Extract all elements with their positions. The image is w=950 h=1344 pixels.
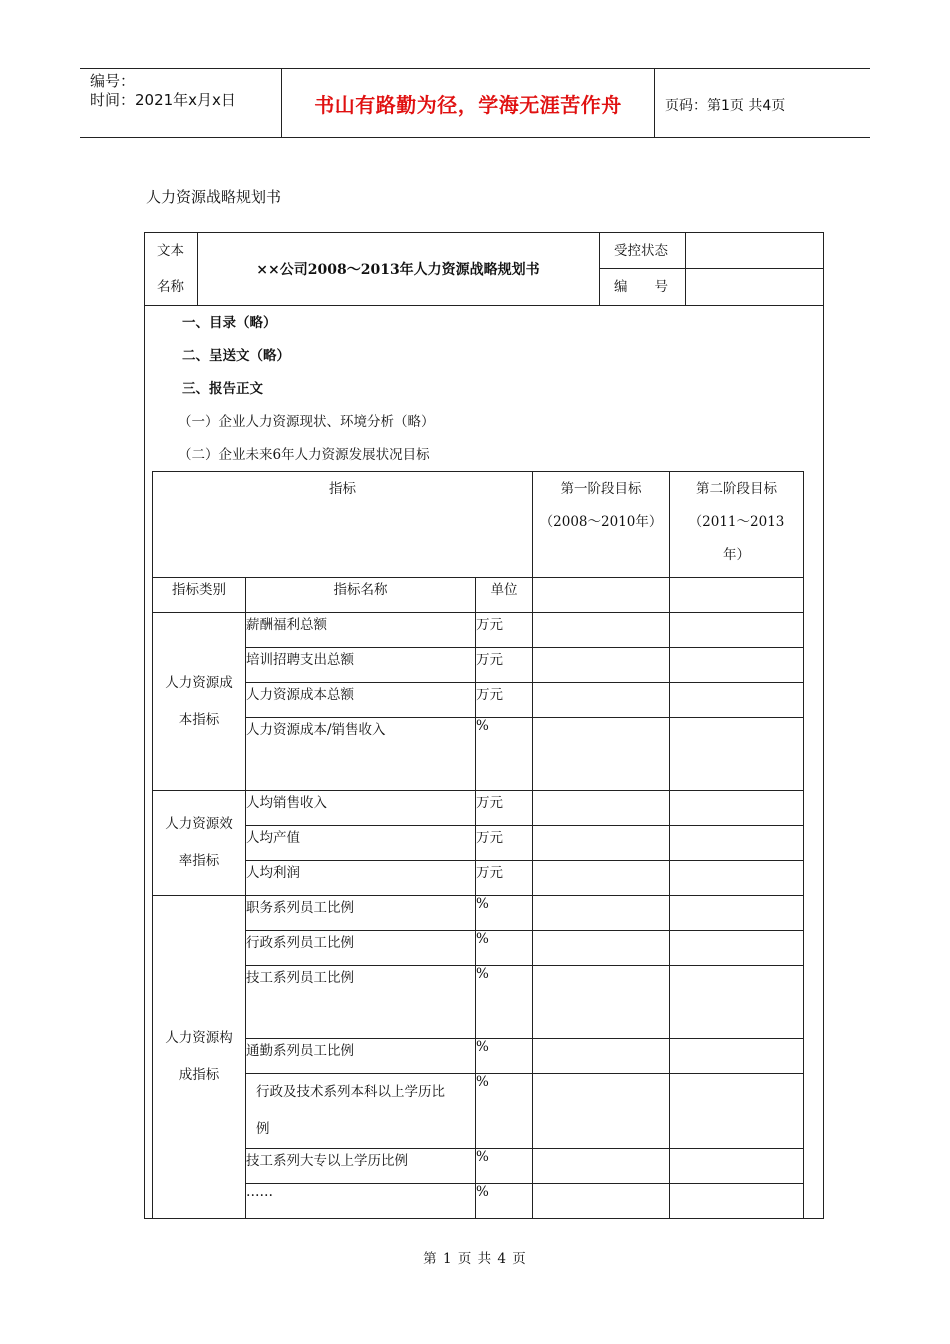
stage2-cell (670, 683, 804, 718)
indicator-name: 职务系列员工比例 (246, 896, 476, 931)
category-label: 率指标 (178, 853, 220, 869)
header-page-info: 页码：第1页 共4页 (665, 98, 786, 114)
page-footer: 第 1 页 共 4 页 (423, 1251, 527, 1267)
stage1-cell (533, 1149, 670, 1184)
table-row (153, 613, 804, 648)
indicator-table (152, 471, 804, 1219)
stage1-cell (533, 931, 670, 966)
section-heading: 三、报告正文 (182, 381, 263, 397)
category-cell (153, 613, 246, 791)
stage2-cell (670, 826, 804, 861)
doc-name-label-2: 名称 (157, 279, 184, 295)
stage1-range: （2008～2010年） (539, 514, 663, 530)
indicator-unit: % (476, 1074, 533, 1149)
stage2-title: 第二阶段目标 (696, 481, 778, 497)
header-meta (90, 72, 236, 110)
category-label: 本指标 (178, 711, 220, 728)
stage2-cell (670, 1074, 804, 1149)
table-row (153, 1184, 804, 1219)
table-row (153, 1149, 804, 1184)
indicator-unit: 万元 (476, 648, 533, 683)
stage2-cell (670, 861, 804, 896)
document-title: 人力资源战略规划书 (146, 188, 282, 206)
table-row (153, 826, 804, 861)
indicator-name: 人力资源成本总额 (246, 683, 476, 718)
stage1-title: 第一阶段目标 (560, 481, 642, 497)
stage2-cell (670, 1149, 804, 1184)
indicator-unit: 万元 (476, 683, 533, 718)
stage1-cell (533, 613, 670, 648)
indicator-name: 培训招聘支出总额 (246, 648, 476, 683)
indicator-unit: 万元 (476, 791, 533, 826)
indicator-unit: % (476, 1149, 533, 1184)
indicator-unit: % (476, 966, 533, 1039)
indicator-unit: 万元 (476, 613, 533, 648)
stage1-cell (533, 1184, 670, 1219)
stage2-cell (670, 931, 804, 966)
header-number-label: 编号： (90, 72, 136, 90)
header-time-label: 时间：2021年x月x日 (90, 91, 236, 109)
stage2-cell (670, 896, 804, 931)
table-row (153, 861, 804, 896)
indicator-name: 通勤系列员工比例 (246, 1039, 476, 1074)
indicator-name-line: 例 (256, 1121, 270, 1137)
indicator-name: 人均产值 (246, 826, 476, 861)
stage2-cell (670, 1039, 804, 1074)
category-label: 人力资源成 (165, 674, 233, 691)
indicator-name-line: 行政及技术系列本科以上学历比 (256, 1084, 445, 1100)
section-heading: 二、呈送文（略） (182, 348, 290, 364)
stage2-cell (670, 578, 804, 613)
stage1-cell (533, 648, 670, 683)
page-header (80, 68, 870, 138)
header-motto: 书山有路勤为径，学海无涯苦作舟 (314, 92, 622, 117)
stage2-cell (670, 966, 804, 1039)
stage2-header (670, 472, 804, 578)
stage2-cell (670, 791, 804, 826)
category-label: 人力资源构 (165, 1030, 233, 1046)
col-category-header: 指标类别 (153, 578, 246, 613)
indicator-header: 指标 (153, 472, 533, 578)
stage2-cell (670, 648, 804, 683)
category-cell (153, 791, 246, 896)
indicator-unit: 万元 (476, 826, 533, 861)
table-row (153, 791, 804, 826)
indicator-name: 薪酬福利总额 (246, 613, 476, 648)
stage1-cell (533, 896, 670, 931)
stage1-cell (533, 791, 670, 826)
stage1-cell (533, 966, 670, 1039)
stage2-cell (670, 613, 804, 648)
table-row (153, 931, 804, 966)
table-row (153, 896, 804, 931)
header-divider (654, 69, 655, 137)
col-name-header: 指标名称 (246, 578, 476, 613)
indicator-name: 技工系列员工比例 (246, 966, 476, 1039)
number-label: 编 号 (614, 279, 668, 295)
indicator-unit: % (476, 931, 533, 966)
stage2-range-cont: 年） (723, 547, 751, 563)
category-cell (153, 896, 246, 1219)
stage2-cell (670, 718, 804, 791)
category-label: 成指标 (178, 1067, 220, 1083)
stage1-cell (533, 1074, 670, 1149)
stage2-range: （2011～2013 (688, 514, 785, 530)
indicator-name: 人均利润 (246, 861, 476, 896)
table-row (153, 648, 804, 683)
stage1-cell (533, 826, 670, 861)
indicator-unit: % (476, 1184, 533, 1219)
indicator-name: 技工系列大专以上学历比例 (246, 1149, 476, 1184)
indicator-unit: 万元 (476, 861, 533, 896)
table-header-row (153, 472, 804, 578)
stage1-cell (533, 578, 670, 613)
indicator-name: 人均销售收入 (246, 791, 476, 826)
table-row (153, 1074, 804, 1149)
stage1-cell (533, 718, 670, 791)
doc-name-label-1: 文本 (157, 243, 184, 259)
indicator-unit: % (476, 896, 533, 931)
doc-name-value: ××公司2008～2013年人力资源战略规划书 (256, 262, 540, 278)
table-row (153, 718, 804, 791)
control-status-label: 受控状态 (614, 243, 668, 259)
stage1-cell (533, 861, 670, 896)
info-row-divider (599, 268, 823, 269)
indicator-name (246, 1074, 476, 1149)
indicator-name: …… (246, 1184, 476, 1219)
stage2-cell (670, 1184, 804, 1219)
subsection-heading: （二）企业未来6年人力资源发展状况目标 (178, 447, 430, 463)
table-row (153, 966, 804, 1039)
stage1-cell (533, 683, 670, 718)
info-table (145, 233, 823, 306)
indicator-unit: % (476, 718, 533, 791)
info-divider (599, 233, 600, 305)
table-row (153, 1039, 804, 1074)
subsection-heading: （一）企业人力资源现状、环境分析（略） (178, 414, 435, 430)
stage1-cell (533, 1039, 670, 1074)
section-heading: 一、目录（略） (182, 315, 277, 331)
column-header-row (153, 578, 804, 613)
table-row (153, 683, 804, 718)
indicator-name: 人力资源成本/销售收入 (246, 718, 476, 791)
col-unit-header: 单位 (476, 578, 533, 613)
indicator-unit: % (476, 1039, 533, 1074)
indicator-name: 行政系列员工比例 (246, 931, 476, 966)
stage1-header (533, 472, 670, 578)
category-label: 人力资源效 (165, 816, 233, 832)
info-divider (685, 233, 686, 305)
